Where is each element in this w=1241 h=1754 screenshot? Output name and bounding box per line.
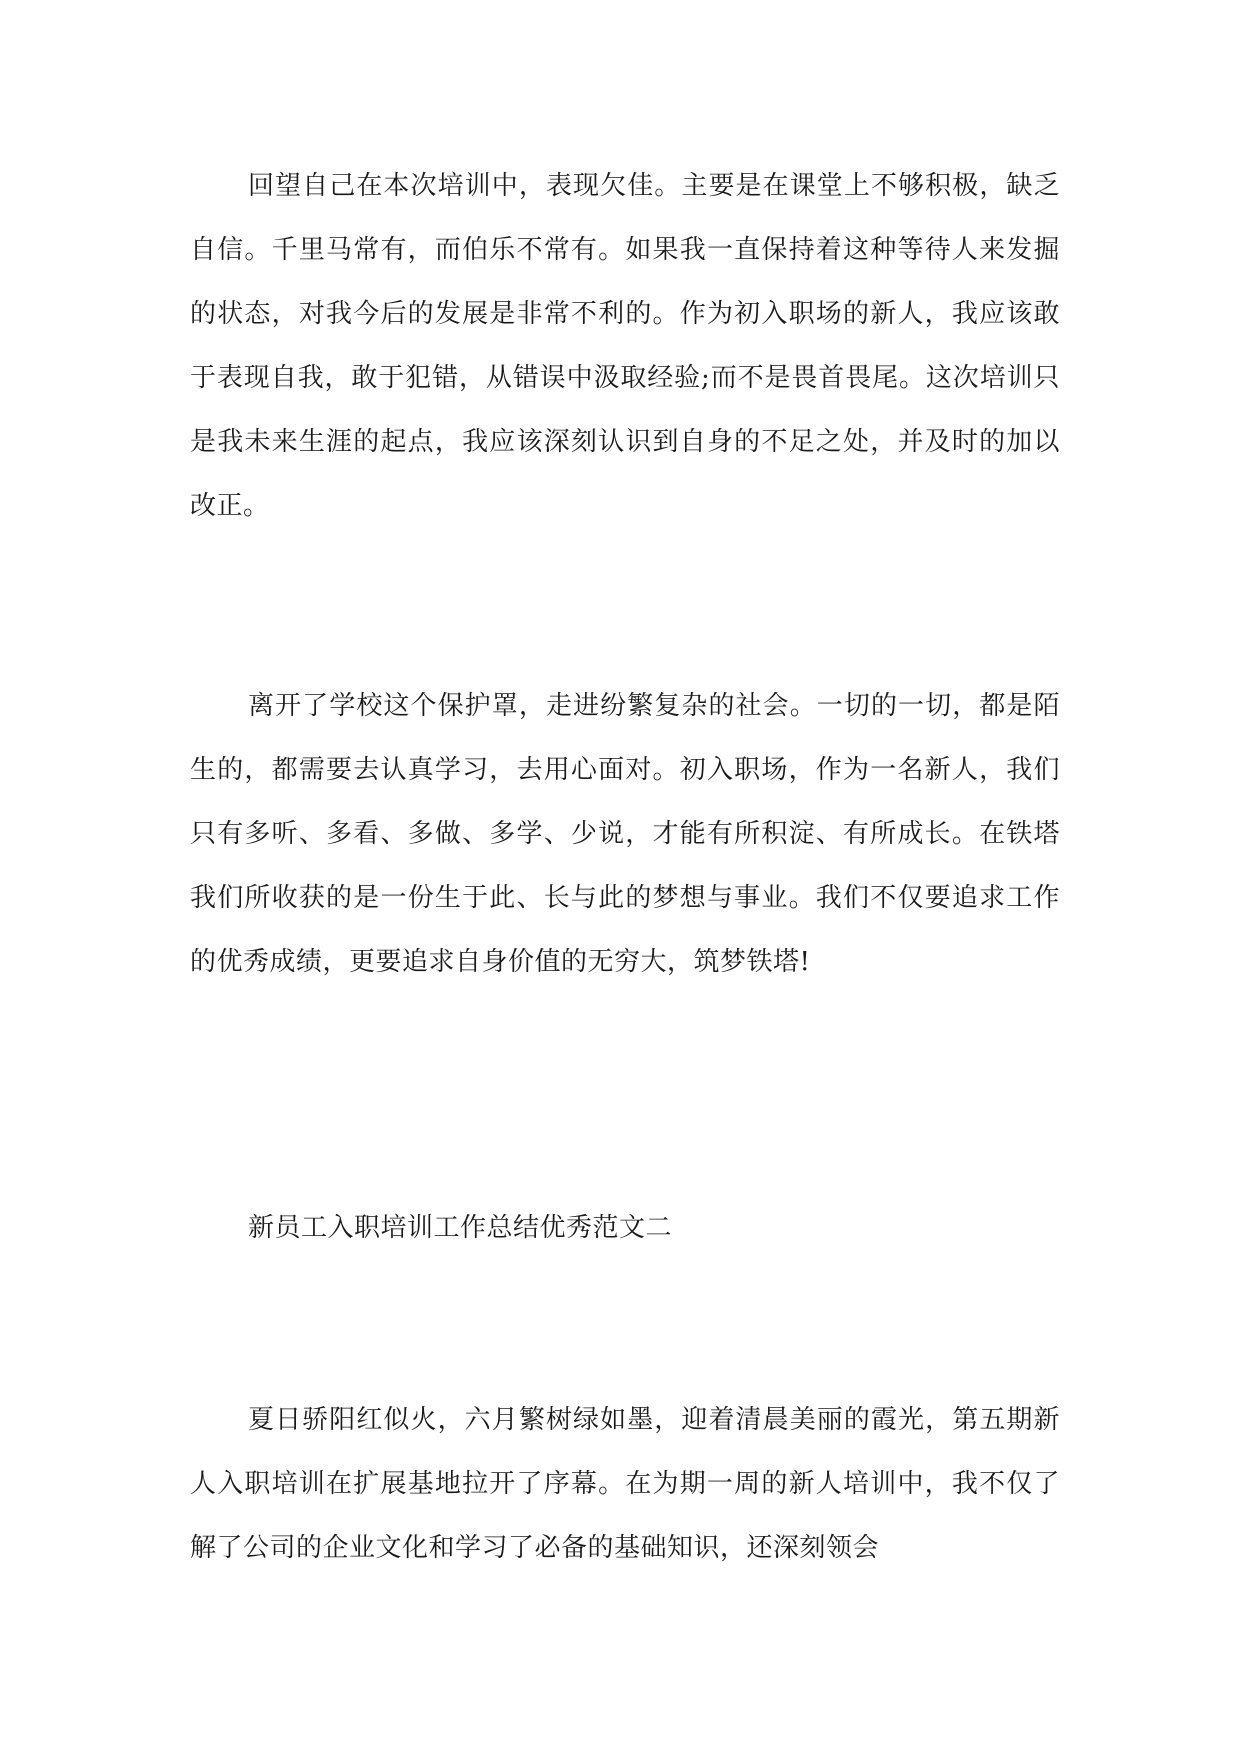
paragraph-leaving-school: 离开了学校这个保护罩，走进纷繁复杂的社会。一切的一切，都是陌生的，都需要去认真学习，去用心面对。初入职场，作为一名新人，我们只有多听、多看、多做、多学、少说，才能有所积淀、有所成长。在铁塔我们所收获的是一份生于此、长与此的梦想与事业。我们不仅要追求工作的优秀成绩，更要追求自身价值的无穷大，筑梦铁塔! — [190, 691, 1060, 977]
paragraph-reflection: 回望自己在本次培训中，表现欠佳。主要是在课堂上不够积极，缺乏自信。千里马常有，而伯乐不常有。如果我一直保持着这种等待人来发掘的状态，对我今后的发展是非常不利的。作为初入职场的新人，我应该敢于表现自我，敢于犯错，从错误中汲取经验;而不是畏首畏尾。这次培训只是我未来生涯的起点，我应该深刻认识到自身的不足之处，并及时的加以改正。 — [190, 171, 1060, 521]
section-heading: 新员工入职培训工作总结优秀范文二 — [248, 1213, 673, 1243]
paragraph-summer-training: 夏日骄阳红似火，六月繁树绿如墨，迎着清晨美丽的霞光，第五期新人入职培训在扩展基地拉开了序幕。在为期一周的新人培训中，我不仅了解了公司的企业文化和学习了必备的基础知识，还深刻领会 — [190, 1405, 1060, 1563]
